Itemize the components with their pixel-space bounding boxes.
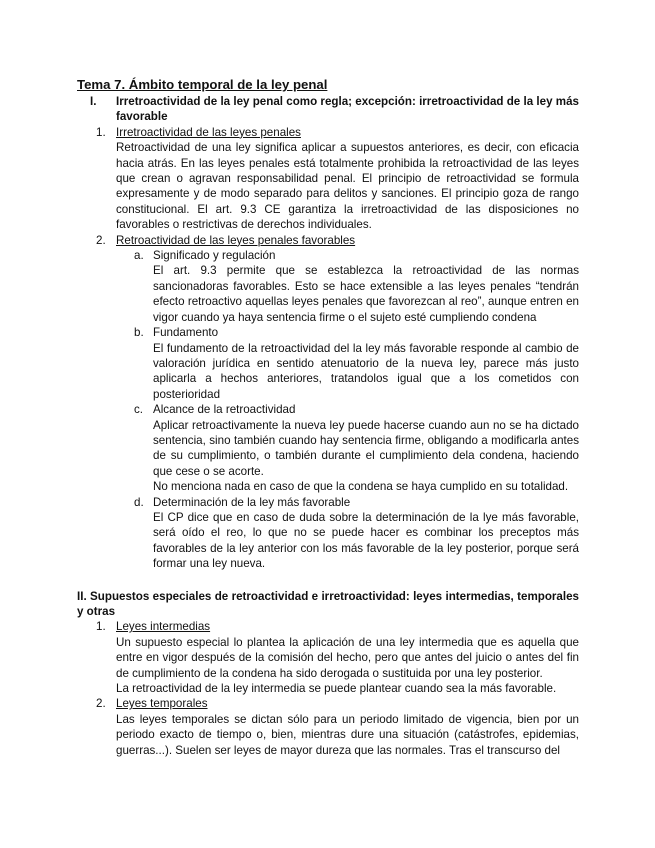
section-heading-text: Supuestos especiales de retroactividad e irretroactividad: leyes intermedias, temporales y otras xyxy=(77,589,579,618)
subsection-number: 1. xyxy=(96,620,106,634)
item-heading: Alcance de la retroactividad xyxy=(153,403,296,417)
item-letter: d. xyxy=(134,495,144,509)
paragraph: Las leyes temporales se dictan sólo para un periodo limitado de vigencia, bien por un periodo exacto de tiempo o, bien, mientras dure una situación (catástrofes, epidemias, guerras...). Suelen ser leyes de mayor dureza que las normales. Tras el transcurso del xyxy=(116,712,579,757)
paragraph-note: No menciona nada en caso de que la condena se haya cumplido en su totalidad. xyxy=(153,480,569,494)
section-number: I. xyxy=(90,95,97,108)
subsection-heading: Leyes intermedias xyxy=(116,620,211,634)
document-page xyxy=(77,76,579,758)
subsection-heading: Retroactividad de las leyes penales favorables xyxy=(116,233,356,247)
list-item-a xyxy=(77,248,579,325)
section-1 xyxy=(77,94,579,125)
subsection-1-2 xyxy=(77,233,579,248)
subsection-heading: Leyes temporales xyxy=(116,697,208,711)
document-title: Tema 7. Ámbito temporal de la ley penal xyxy=(77,77,328,92)
section-2 xyxy=(77,589,579,620)
paragraph: Aplicar retroactivamente la nueva ley puede hacerse cuando aun no se ha dictado sentencia, sino también cuando hay sentencia firme, obligando a modificarla antes de su cumplimiento, o también durante el cumplimiento dela condena, haciendo que cese o se acorte. xyxy=(153,418,579,478)
paragraph: El art. 9.3 permite que se establezca la retroactividad de las normas sancionadoras favorables. Esto se hace extensible a las leyes penales “tendrán efecto retroactivo aquellas leyes penales que favorezcan al reo”, aunque entren en vigor cuando ya haya sentencia firme o el sujeto esté cumpliendo condena xyxy=(153,264,579,324)
list-item-c xyxy=(77,402,579,494)
item-heading: Significado y regulación xyxy=(153,249,276,263)
spacer xyxy=(77,572,579,589)
list-item-b xyxy=(77,325,579,402)
section-heading xyxy=(77,589,579,620)
paragraph: Un supuesto especial lo plantea la aplicación de una ley intermedia que es aquella que entre en vigor después de la comisión del hecho, pero que antes del juicio o antes del fin de cumplimiento de la condena ha sido derogada o sustituida por una ley posterior. xyxy=(116,635,579,680)
subsection-1-1 xyxy=(77,125,579,233)
item-heading: Determinación de la ley más favorable xyxy=(153,495,351,509)
item-letter: c. xyxy=(134,403,144,417)
section-number: II. xyxy=(77,589,87,603)
subsection-number: 2. xyxy=(96,697,106,711)
section-heading: Irretroactividad de la ley penal como regla; excepción: irretroactividad de la ley más favorable xyxy=(116,95,579,124)
subsection-number: 1. xyxy=(96,125,106,139)
paragraph: El fundamento de la retroactividad del la ley más favorable responde al cambio de valoración jurídica en sentido atenuatorio de la nueva ley, parece más justo aplicarla a hechos anteriores, tratandolos igual que a los cometidos con posterioridad xyxy=(153,341,579,401)
item-letter: a. xyxy=(134,249,144,263)
paragraph: El CP dice que en caso de duda sobre la determinación de la lye más favorable, será oído el reo, lo que no se puede hacer es combinar los preceptos más favorables de la ley anterior con los más favorable de la ley posterior, porque será formar una ley nueva. xyxy=(153,510,579,571)
subsection-number: 2. xyxy=(96,233,106,247)
list-item-d xyxy=(77,495,579,572)
subsection-heading: Irretroactividad de las leyes penales xyxy=(116,125,301,139)
item-heading: Fundamento xyxy=(153,326,219,340)
paragraph-note: La retroactividad de la ley intermedia se puede plantear cuando sea la más favorable. xyxy=(116,682,557,696)
paragraph: Retroactividad de una ley significa aplicar a supuestos anteriores, es decir, con eficacia hacia atrás. En las leyes penales está totalmente prohibida la retroactividad de las leyes que crean o agravan responsabilidad penal. El principio de retroactividad se formula expresamente y de modo separado para delitos y sanciones. El principio goza de rango constitucional. El art. 9.3 CE garantiza la irretroactividad de las disposiciones no favorables o restrictivas de derechos individuales. xyxy=(116,141,579,232)
item-letter: b. xyxy=(134,326,144,340)
subsection-2-1 xyxy=(77,619,579,696)
subsection-2-2 xyxy=(77,696,579,758)
